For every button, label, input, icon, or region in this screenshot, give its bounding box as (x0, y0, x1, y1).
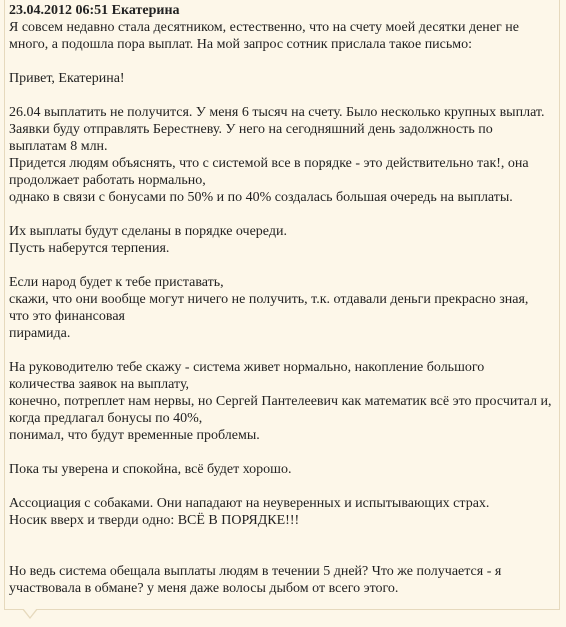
blank-line (9, 546, 549, 563)
blank-line (9, 478, 549, 495)
post-text-line: Пусть наберутся терпения. (9, 241, 170, 256)
post-text-line: Носик вверх и тверди одно: ВСЁ В ПОРЯДКЕ!!! (9, 513, 300, 528)
blank-line (9, 529, 549, 546)
post-text-line: конечно, потреплет нам нервы, но Сергей Пантелеевич как математик всё это просчитал и, (9, 394, 552, 409)
post-header (9, 2, 549, 19)
post-text-line: Пока ты уверена и спокойна, всё будет хорошо. (9, 462, 292, 477)
post-body (9, 19, 552, 597)
comment-post (9, 2, 552, 597)
post-text-line: что это финансовая (9, 309, 125, 324)
post-text-line: Ассоциация с собаками. Они нападают на неуверенных и испытывающих страх. (9, 496, 490, 511)
post-text-line: выплатам 8 млн. (9, 139, 108, 154)
blank-line (9, 53, 549, 70)
blank-line (9, 342, 549, 359)
post-text-line: Заявки буду отправлять Берестневу. У него на сегодняшний день задолжность по (9, 122, 493, 137)
post-date: 23.04.2012 06:51 (9, 3, 109, 18)
post-text-line: когда предлагал бонусы по 40%, (9, 411, 203, 426)
blank-line (9, 206, 549, 223)
post-text-line: участвовала в обмане? у меня даже волосы дыбом от всего этого. (9, 581, 399, 596)
post-text-line: 26.04 выплатить не получится. У меня 6 тысяч на счету. Было несколько крупных выплат. (9, 105, 545, 120)
blank-line (9, 87, 549, 104)
post-text-line: много, а подошла пора выплат. На мой запрос сотник прислала такое письмо: (9, 37, 473, 52)
post-text-line: Придется людям объяснять, что с системой все в порядке - это действительно так!, она (9, 156, 529, 171)
post-text-line: Я совсем недавно стала десятником, естественно, что на счету моей десятки денег не (9, 20, 519, 35)
post-text-line: На руководителю тебе скажу - система живет нормально, накопление большого (9, 360, 485, 375)
speech-bubble-tail-fill (23, 608, 37, 617)
post-text-line: скажи, что они вообще могут ничего не получить, т.к. отдавали деньги прекрасно зная, (9, 292, 529, 307)
post-text-line: пирамида. (9, 326, 71, 341)
post-text-line: Но ведь система обещала выплаты людям в течении 5 дней? Что же получается - я (9, 564, 502, 579)
blank-line (9, 444, 549, 461)
post-text-line: Если народ будет к тебе приставать, (9, 275, 224, 290)
post-text-line: Их выплаты будут сделаны в порядке очереди. (9, 224, 287, 239)
post-author: Екатерина (111, 3, 180, 18)
blank-line (9, 257, 549, 274)
post-text-line: однако в связи с бонусами по 50% и по 40% создалась большая очередь на выплаты. (9, 190, 513, 205)
post-text-line: понимал, что будут временные проблемы. (9, 428, 260, 443)
post-text-line: количества заявок на выплату, (9, 377, 190, 392)
post-text-line: продолжает работать нормально, (9, 173, 206, 188)
post-text-line: Привет, Екатерина! (9, 71, 125, 86)
